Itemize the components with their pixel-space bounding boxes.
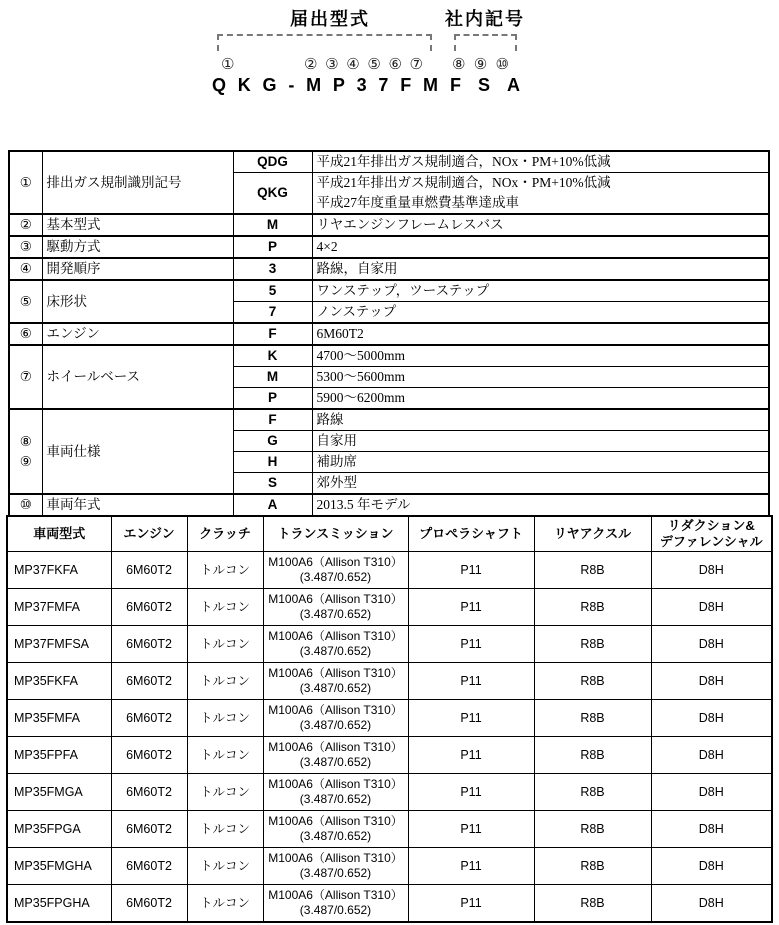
table-row	[9, 409, 769, 431]
clutch-cell: トルコン	[187, 885, 263, 923]
legend-desc: 郊外型	[312, 473, 769, 495]
legend-code: G	[233, 431, 312, 452]
table-row	[9, 494, 769, 516]
table-row	[7, 700, 772, 737]
legend-code: 3	[233, 258, 312, 280]
transmission-cell	[263, 737, 408, 774]
code-char: ②	[304, 56, 318, 73]
model-cell: MP35FPGHA	[7, 885, 111, 923]
engine-cell: 6M60T2	[111, 848, 187, 885]
table-row	[7, 552, 772, 589]
clutch-cell: トルコン	[187, 848, 263, 885]
transmission-line1: M100A6（Allison T310）	[268, 629, 403, 643]
table-row	[7, 626, 772, 663]
reduction-differential-cell: D8H	[651, 774, 772, 811]
header-reduction-line1: リダクション&	[667, 518, 755, 533]
legend-label: 開発順序	[42, 258, 233, 280]
legend-desc: 5900〜6200mm	[312, 388, 769, 410]
circled-digits-8-10	[452, 56, 509, 74]
internal-code-label: 社内記号	[445, 9, 525, 29]
legend-desc: ノンステップ	[312, 302, 769, 324]
table-row	[9, 345, 769, 367]
legend-label: 床形状	[42, 280, 233, 323]
legend-label: 排出ガス規制識別記号	[42, 151, 233, 214]
legend-num	[9, 409, 42, 494]
transmission-line2: (3.487/0.652)	[299, 829, 372, 843]
transmission-line2: (3.487/0.652)	[299, 570, 372, 584]
rear-axle-cell: R8B	[534, 589, 651, 626]
header-reduction-differential	[651, 516, 772, 552]
clutch-cell: トルコン	[187, 626, 263, 663]
table-row	[7, 848, 772, 885]
legend-desc	[312, 173, 769, 215]
rear-axle-cell: R8B	[534, 552, 651, 589]
code-char: ⑧	[452, 56, 466, 73]
legend-num: ④	[9, 258, 42, 280]
code-char: ⑤	[367, 56, 381, 73]
header-rear-axle: リヤアクスル	[534, 516, 651, 552]
engine-cell: 6M60T2	[111, 552, 187, 589]
model-cell: MP35FPFA	[7, 737, 111, 774]
propeller-shaft-cell: P11	[408, 737, 534, 774]
transmission-line1: M100A6（Allison T310）	[268, 703, 403, 717]
code-char: ③	[325, 56, 339, 73]
code-char: S	[477, 75, 490, 95]
propeller-shaft-cell: P11	[408, 811, 534, 848]
legend-desc: 4700〜5000mm	[312, 345, 769, 367]
transmission-line1: M100A6（Allison T310）	[268, 814, 403, 828]
legend-label: ホイールベース	[42, 345, 233, 409]
legend-desc: 平成21年排出ガス規制適合，NOx・PM+10%低減	[312, 151, 769, 173]
propeller-shaft-cell: P11	[408, 885, 534, 923]
legend-num: ⑩	[9, 494, 42, 516]
rear-axle-cell: R8B	[534, 663, 651, 700]
transmission-line1: M100A6（Allison T310）	[268, 851, 403, 865]
transmission-cell	[263, 811, 408, 848]
reduction-differential-cell: D8H	[651, 885, 772, 923]
legend-code: M	[233, 367, 312, 388]
transmission-line2: (3.487/0.652)	[299, 607, 372, 621]
legend-desc: 路線，自家用	[312, 258, 769, 280]
legend-num: ⑥	[9, 323, 42, 345]
circled-digit-1: ①	[221, 56, 235, 73]
legend-code: A	[233, 494, 312, 516]
code-legend-table	[8, 150, 770, 517]
legend-code: 5	[233, 280, 312, 302]
transmission-line2: (3.487/0.652)	[299, 903, 372, 917]
code-char: P	[332, 75, 345, 95]
legend-desc: 5300〜5600mm	[312, 367, 769, 388]
code-char: ⑥	[388, 56, 402, 73]
rear-axle-cell: R8B	[534, 700, 651, 737]
code-char: ⑩	[495, 56, 509, 73]
transmission-cell	[263, 663, 408, 700]
reduction-differential-cell: D8H	[651, 737, 772, 774]
clutch-cell: トルコン	[187, 700, 263, 737]
drivetrain-table-body	[7, 552, 772, 923]
transmission-cell	[263, 848, 408, 885]
internal-bracket	[454, 34, 517, 51]
rear-axle-cell: R8B	[534, 774, 651, 811]
engine-cell: 6M60T2	[111, 626, 187, 663]
model-cell: MP35FKFA	[7, 663, 111, 700]
legend-code: QDG	[233, 151, 312, 173]
legend-code: M	[233, 214, 312, 236]
model-code-main	[212, 75, 438, 95]
legend-label: 車両年式	[42, 494, 233, 516]
legend-desc: 補助席	[312, 452, 769, 473]
legend-desc: 2013.5 年モデル	[312, 494, 769, 516]
legend-num-8: ⑧	[19, 433, 32, 449]
rear-axle-cell: R8B	[534, 626, 651, 663]
transmission-line1: M100A6（Allison T310）	[268, 555, 403, 569]
legend-desc: リヤエンジンフレームレスバス	[312, 214, 769, 236]
table-row	[9, 236, 769, 258]
table-header-row	[7, 516, 772, 552]
legend-desc: 路線	[312, 409, 769, 431]
rear-axle-cell: R8B	[534, 885, 651, 923]
propeller-shaft-cell: P11	[408, 626, 534, 663]
code-char: ④	[346, 56, 360, 73]
legend-code: 7	[233, 302, 312, 324]
header-propeller-shaft: プロペラシャフト	[408, 516, 534, 552]
transmission-line1: M100A6（Allison T310）	[268, 777, 403, 791]
engine-cell: 6M60T2	[111, 737, 187, 774]
table-row	[9, 258, 769, 280]
legend-num: ⑦	[9, 345, 42, 409]
model-cell: MP35FMFA	[7, 700, 111, 737]
legend-num: ③	[9, 236, 42, 258]
legend-desc: 4×2	[312, 236, 769, 258]
transmission-line2: (3.487/0.652)	[299, 718, 372, 732]
table-row	[7, 663, 772, 700]
legend-desc-line2: 平成27年度重量車燃費基準達成車	[316, 195, 519, 210]
header-engine: エンジン	[111, 516, 187, 552]
legend-num: ①	[9, 151, 42, 214]
code-char: K	[237, 75, 251, 95]
legend-label: エンジン	[42, 323, 233, 345]
drivetrain-table	[6, 515, 773, 923]
transmission-cell	[263, 626, 408, 663]
header-reduction-line2: デファレンシャル	[659, 534, 763, 549]
reduction-differential-cell: D8H	[651, 848, 772, 885]
legend-desc: ワンステップ，ツーステップ	[312, 280, 769, 302]
engine-cell: 6M60T2	[111, 700, 187, 737]
table-row	[7, 774, 772, 811]
transmission-line1: M100A6（Allison T310）	[268, 666, 403, 680]
rear-axle-cell: R8B	[534, 811, 651, 848]
engine-cell: 6M60T2	[111, 663, 187, 700]
reduction-differential-cell: D8H	[651, 663, 772, 700]
propeller-shaft-cell: P11	[408, 848, 534, 885]
clutch-cell: トルコン	[187, 774, 263, 811]
code-char: A	[506, 75, 520, 95]
code-char: -	[288, 75, 295, 95]
transmission-line2: (3.487/0.652)	[299, 755, 372, 769]
transmission-line1: M100A6（Allison T310）	[268, 888, 403, 902]
code-char: F	[400, 75, 412, 95]
legend-label: 基本型式	[42, 214, 233, 236]
code-char: F	[450, 75, 461, 95]
transmission-cell	[263, 589, 408, 626]
table-row	[9, 323, 769, 345]
propeller-shaft-cell: P11	[408, 589, 534, 626]
legend-num-9: ⑨	[19, 453, 32, 469]
transmission-line2: (3.487/0.652)	[299, 792, 372, 806]
engine-cell: 6M60T2	[111, 885, 187, 923]
transmission-cell	[263, 700, 408, 737]
table-row	[9, 280, 769, 302]
reduction-differential-cell: D8H	[651, 589, 772, 626]
legend-desc: 6M60T2	[312, 323, 769, 345]
propeller-shaft-cell: P11	[408, 552, 534, 589]
model-cell: MP35FMGA	[7, 774, 111, 811]
transmission-line1: M100A6（Allison T310）	[268, 592, 403, 606]
propeller-shaft-cell: P11	[408, 774, 534, 811]
legend-code: QKG	[233, 173, 312, 215]
code-char: 3	[356, 75, 367, 95]
transmission-line2: (3.487/0.652)	[299, 644, 372, 658]
header-transmission: トランスミッション	[263, 516, 408, 552]
reduction-differential-cell: D8H	[651, 700, 772, 737]
transmission-cell	[263, 774, 408, 811]
clutch-cell: トルコン	[187, 552, 263, 589]
legend-code: K	[233, 345, 312, 367]
transmission-line1: M100A6（Allison T310）	[268, 740, 403, 754]
model-cell: MP35FMGHA	[7, 848, 111, 885]
legend-label: 車両仕様	[42, 409, 233, 494]
model-cell: MP37FMFSA	[7, 626, 111, 663]
propeller-shaft-cell: P11	[408, 663, 534, 700]
transmission-line2: (3.487/0.652)	[299, 681, 372, 695]
model-cell: MP35FPGA	[7, 811, 111, 848]
table-row	[9, 214, 769, 236]
legend-code: P	[233, 388, 312, 410]
legend-desc-line1: 平成21年排出ガス規制適合，NOx・PM+10%低減	[316, 175, 611, 190]
code-char: 7	[378, 75, 389, 95]
engine-cell: 6M60T2	[111, 774, 187, 811]
reduction-differential-cell: D8H	[651, 811, 772, 848]
legend-code: P	[233, 236, 312, 258]
propeller-shaft-cell: P11	[408, 700, 534, 737]
circled-digits-2-7	[304, 56, 423, 74]
legend-num: ②	[9, 214, 42, 236]
legend-label: 駆動方式	[42, 236, 233, 258]
table-row	[7, 811, 772, 848]
reduction-differential-cell: D8H	[651, 552, 772, 589]
transmission-cell	[263, 552, 408, 589]
legend-code: S	[233, 473, 312, 495]
rear-axle-cell: R8B	[534, 848, 651, 885]
model-code-internal	[450, 75, 520, 95]
clutch-cell: トルコン	[187, 811, 263, 848]
transmission-line2: (3.487/0.652)	[299, 866, 372, 880]
engine-cell: 6M60T2	[111, 589, 187, 626]
table-row	[7, 737, 772, 774]
table-row	[7, 885, 772, 923]
legend-num: ⑤	[9, 280, 42, 323]
code-char: G	[262, 75, 277, 95]
notification-bracket	[217, 34, 432, 51]
engine-cell: 6M60T2	[111, 811, 187, 848]
legend-desc: 自家用	[312, 431, 769, 452]
code-char: ⑦	[409, 56, 423, 73]
header-model: 車両型式	[7, 516, 111, 552]
table-row	[9, 151, 769, 173]
legend-code: F	[233, 409, 312, 431]
model-cell: MP37FMFA	[7, 589, 111, 626]
header-clutch: クラッチ	[187, 516, 263, 552]
notification-type-label: 届出型式	[290, 9, 370, 29]
rear-axle-cell: R8B	[534, 737, 651, 774]
table-row	[7, 589, 772, 626]
code-char: Q	[212, 75, 227, 95]
reduction-differential-cell: D8H	[651, 626, 772, 663]
clutch-cell: トルコン	[187, 663, 263, 700]
code-char: M	[422, 75, 438, 95]
legend-code: H	[233, 452, 312, 473]
code-char: ⑨	[473, 56, 488, 73]
clutch-cell: トルコン	[187, 589, 263, 626]
clutch-cell: トルコン	[187, 737, 263, 774]
transmission-cell	[263, 885, 408, 923]
model-cell: MP37FKFA	[7, 552, 111, 589]
legend-code: F	[233, 323, 312, 345]
code-char: M	[306, 75, 322, 95]
